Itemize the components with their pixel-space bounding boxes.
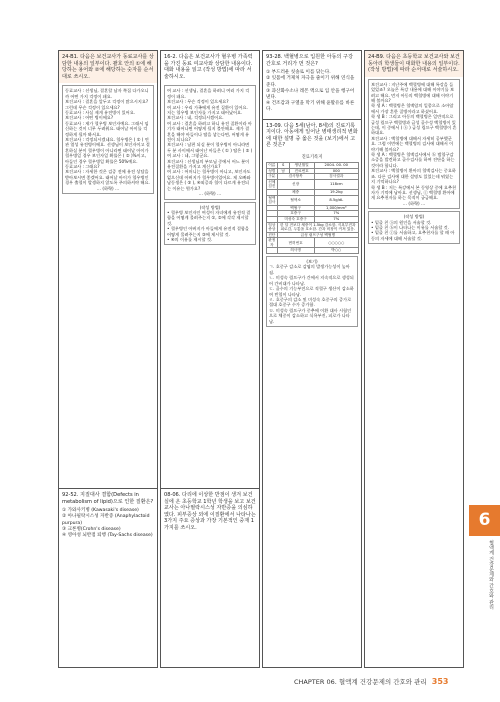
dialogue-line: … (하략) … xyxy=(198,191,222,197)
record-cell: 성별 xyxy=(268,168,276,173)
option: ④ 건조감과 구열을 막기 위해 윤활유를 바른다. xyxy=(266,101,355,113)
record-cell: 미성숙 호중구 xyxy=(277,216,314,222)
record-cell: 호중구 xyxy=(277,211,314,217)
method-item: • 밑줄 친 ⓒ를 서술하고, 요추천자를 할 때 아동의 자세에 대해 서술할 것. xyxy=(371,230,455,241)
record-cell: 19.2kg xyxy=(314,189,358,195)
record-cell: 검사항목 xyxy=(277,174,314,180)
page-number: 353 xyxy=(431,677,449,686)
question-92-52 xyxy=(59,488,157,539)
record-cell: 의사명 xyxy=(277,248,314,254)
record-cell: 판정자 xyxy=(268,238,276,247)
dialogue-line: … (하략) … xyxy=(402,200,426,206)
question-title: 92-52. 지질대사 결함(Defects in metabolism of lipid)으로 인한 질환은? xyxy=(62,492,154,505)
dialogue-line: 학 생 A : 백혈병은 혈액암의 일종으로 소아암에서 가장 흔한 질병이라고 하셨어요. xyxy=(371,103,454,114)
record-cell: 000 xyxy=(314,168,358,174)
record-cell: 진료번호 xyxy=(289,168,314,174)
question-title: 08-06. 다리에 이상한 반점이 생겨 보건실에 온 초등학교 1학년 학생을 보고 보건교사는 아나필락시스성 자반증을 의심하였다. 피부증상 외에 이질환에서 나타나는 3가지 주요 증상과 가장 기본적인 중재 1가지를 쓰시오. xyxy=(164,492,256,531)
record-title: 진료기록지 xyxy=(301,154,323,160)
dialogue-box xyxy=(368,79,460,209)
record-row xyxy=(267,248,359,254)
question-93-28-title: 93-28. 백혈병으로 입원한 아동의 구강 간호로 거리가 먼 것은? xyxy=(266,54,353,67)
method-title: (작성 방법) xyxy=(403,214,425,220)
bogi-item: ㄱ. 호중구 감소로 감염의 발생가능성이 높아짐. xyxy=(269,264,350,275)
record-cell xyxy=(267,248,278,254)
dialogue-line: 여 교사 : 어머니는 혈우병이 아니고, 보인자도 없으신데 아버지가 혈우병이었어요. 제 오빠와 남동생은 ( ③ ), ④외증과 혈이 다르게 유전되는 이유는 뭔가요? xyxy=(167,169,251,191)
record-cell: 118cm xyxy=(314,179,358,189)
bogi-item: ㅁ. 미성숙 림프구가 중추에 이환 대사 시험인으로 체중이 감소하고 식욕부진, 피로가 나타남. xyxy=(269,307,352,324)
dialogue-line: 보건교사 : 백혈병이 환아의 혈액검사는 중요하죠. 다른 검사에 대한 설명도 있었는데 뭐였는지 기억하나요? xyxy=(371,168,456,185)
record-cell: 진단 xyxy=(268,232,276,237)
dialogue-box xyxy=(62,85,154,194)
record-cell: 백혈구 xyxy=(277,205,314,211)
record-cell: 생년월일 xyxy=(289,162,314,168)
bogi-item: ㄹ. 호중구의 감소 및 미성숙 호중구의 증가로 절대 호중구 수가 증가함. xyxy=(269,296,352,308)
record-cell: 2004. 00. 00 xyxy=(314,162,358,168)
chapter-side-label: 혈액계 건강문제와 간호와 관리 xyxy=(488,540,494,610)
footer-chapter-title: CHAPTER 06. 혈액계 건강문제의 간호와 관리 xyxy=(294,678,427,686)
record-cell: 검사결과 xyxy=(314,174,358,180)
bogi-title: (보기) xyxy=(306,259,318,265)
bogi-item: ㄷ. 골수의 기능부전으로 적혈구 생산이 감소하여 빈혈이 나타남. xyxy=(269,286,354,297)
method-item: • 밑줄 친 ⓐ의 원인을 서술할 것. xyxy=(371,219,432,225)
question-sheet xyxy=(58,50,465,668)
dialogue-line: 보건교사 : 무슨 걱정이 있으세요? xyxy=(167,99,229,105)
option: ① 부드러운 칫솔로 이를 닦는다. xyxy=(266,70,331,76)
dialogue-line: 보건교사 : 어떤 병이에요? xyxy=(65,115,114,121)
option: ③ 크론병(Crohn's disease) xyxy=(62,526,121,532)
dialogue-line: 학 생 A : 백혈병은 혈액검사에서 ⓑ 범혈구감소증을 발견하고 골수검사를 하여 진단을 하는 것이라 합니다. xyxy=(371,152,455,168)
record-cell: 박○○ xyxy=(314,248,358,254)
record-cell: 구분 xyxy=(268,174,276,179)
dialogue-line: 보건교사 : 백혈병에 대해서 자세히 공부했군요. 그럼 이번에는 백혈병의 검사에 대해서 이야기해 볼까요? xyxy=(371,135,454,152)
question-24-b1 xyxy=(59,51,157,83)
dialogue-line: … (하략) … xyxy=(96,185,120,191)
dialogue-line: 동료교사 : 사실 제게 유전병이 있어요. xyxy=(65,110,136,115)
record-cell: 8.5g/dL xyxy=(314,195,358,205)
record-row xyxy=(267,238,359,248)
record-row xyxy=(267,179,359,189)
medical-record-table xyxy=(266,162,359,254)
page-footer xyxy=(294,677,448,686)
dialogue-line: 동료교사 : 그래요? xyxy=(65,164,100,170)
record-cell: 7% xyxy=(314,216,358,222)
dialogue-box xyxy=(164,85,256,199)
question-title: 13-09. 다음 5세(남아, 8세)의 진료기록지이다. 아동에게 일어난 병태생리적 변화에 대한 설명 중 옳은 것을 (보기)에서 고른 것은? xyxy=(266,122,358,149)
dialogue-line: 보건교사 : 걱정되시겠네요. 혈우병은 ( ① ) 연관 열성 유전병이에요. 선생님이 보인자이고 결혼하실 분이 혈우병이 아니라면 태어날 아이가 혈우병일 경우 보인자일 확률은 ( ② )%이고, 아들인 경우 혈우병일 확률은 50%예요. xyxy=(65,137,150,164)
dialogue-line: 학 생 B : 그리고 아동의 백혈병은 일반적으로 급성 림프구 백혈병과 급성 골수성 백혈병이 있는데, 이 중에서 ( ⓐ ) 급성 림프구 백혈병이 흔하대요. xyxy=(371,114,457,136)
record-cell: 혈액검사 xyxy=(268,195,276,205)
dialogue-line: 여 교사 : 선생님, 결혼을 하려니 여러 가지 걱정이 돼요. xyxy=(167,88,250,99)
dialogue-line: 동료교사 : 선생님, 결혼할 남자 쪽집 다가오니까 어떤 가지 걱정이 돼요. xyxy=(65,88,149,99)
question-08-06 xyxy=(161,488,259,535)
bogi-box xyxy=(266,256,358,327)
record-cell: 신장 xyxy=(277,179,314,189)
column-3 xyxy=(262,50,362,668)
column-2 xyxy=(160,50,260,668)
record-cell: 체중 xyxy=(277,189,314,195)
method-title: (작성 방법) xyxy=(199,204,221,210)
method-item: • 혈우병 보인자인 여성이 자녀에게 유전적 결함을 어떻게 물려주는지 ①, ②에 각각 제시할 것. xyxy=(167,209,251,226)
option: ② 잇몸에 거제처 자극을 줄이기 위해 연식을 준다. xyxy=(266,76,355,88)
option: ② 아나필락시스성 자반증 (Anaphylactoid purpura) xyxy=(62,514,150,526)
record-cell: 이름 xyxy=(268,162,276,167)
record-cell: 임상증상 xyxy=(268,222,276,232)
column-4 xyxy=(364,50,464,668)
record-cell: 면허번호 xyxy=(277,238,314,248)
method-item: • 혈우병인 아버지가 아들에게 유전적 결함을 어떻게 물려주는지 ③에 제시할 것. xyxy=(167,226,249,237)
question-16-2-title: 16-2. 다음은 보건교사가 혈우병 가족력을 가진 동료 여교사와 상담한 내용이다. 대화 내용을 읽고 (작성 방법)에 따라 서술하시오. xyxy=(164,54,253,80)
option: ③ 과산화수소나 레몬 액으로 입 안을 헹구어 낸다. xyxy=(266,88,355,100)
method-item: • 밑줄 친 ⓑ이 나타나는 이유를 서술할 것. xyxy=(371,224,449,230)
method-item: • ④의 이유를 제시할 것. xyxy=(167,236,213,242)
dialogue-line: 여 교사 : 네, 그렇군요. xyxy=(167,153,209,159)
dialogue-line: 보건교사 : 결혼을 앞두고 걱정이 많으시지요? 그런데 무슨 걱정이 있으세요? xyxy=(65,99,149,110)
record-row xyxy=(267,195,359,205)
bogi-item: ㄴ. 미성숙 림프구가 간에서 지속적으로 생성되어 간비대가 나타남. xyxy=(269,275,354,286)
record-cell: 신체검진 xyxy=(268,179,276,189)
record-cell: ○○○○○ xyxy=(314,238,358,248)
question-13-09 xyxy=(263,119,361,327)
dialogue-line: 동료교사 : 제가 혈우병 보인자예요. 그래서 임신하는 것이 너무 두려워요. 태어날 아이를 걱정하게 될까 봐서요. xyxy=(65,120,149,137)
record-row xyxy=(267,222,359,232)
option: ④ 영아성 뇌반점 퇴행 (Tay-Sachs disease) xyxy=(62,533,153,538)
method-box xyxy=(368,211,460,244)
question-title: 24-B9. 다음은 초등학교 보건교사와 보건 동아리 학생들이 대화한 내용의 일부이다. (작성 방법)에 따라 순서대로 서술하시오. xyxy=(368,54,460,74)
dialogue-line: 보건교사 : 지난주에 백혈병에 대해 특강을 들었었죠? 오늘은 특강 내용에 대해 이야기를 보려고 해요. 먼저 아동의 백혈병에 대해 이야기해 볼까요? xyxy=(371,81,455,103)
record-cell: 7% xyxy=(314,211,358,217)
dialogue-line: 보건교사 : 자세한 것은 검증 전에 유전 상담을 받아보시면 좋겠어요. 태어날 아이가 혈우병인 경우 출혈이 발생하지 않도록 주의하셔야 해요. xyxy=(65,169,150,186)
record-cell: 1,000/mm³ xyxy=(314,205,358,211)
dialogue-line: 보건교사 : 선생님의 부모님 중에서 어느 분이 유전질환을 가지고 계신가요? xyxy=(167,158,250,170)
record-cell: 한 달 전보다 체중이 1.5kg 감소함. 식욕부진과 피로감, 두통을 호소함. 간과 비장이 커져 있음. xyxy=(277,222,358,232)
dialogue-line: 여 교사 : 우리 가족에게 유전 질환이 있어요. 저는 혈우병 보인자를 가지고 태어났어요. xyxy=(167,104,248,115)
chapter-tab: 6 xyxy=(469,505,500,536)
dialogue-line: 학 생 B : 저는 특강에서 본 동영상 중에 요추천자가 기억에 남아요. 선생님, ⓒ 백혈병 환아에게 요추천자를 하는 목적이 궁금해요. xyxy=(371,184,457,201)
method-box xyxy=(164,202,256,246)
dialogue-line: 보건교사 : 네, 걱정되시겠어요. xyxy=(167,115,224,121)
record-cell: 혈색소 xyxy=(277,195,314,205)
question-title: 24-B1. 다음은 보건교사가 동료교사를 상담한 내용의 일부이다. 괄호 안의 ①에 해당하는 용어와 ②에 해당하는 숫자를 순서대로 쓰시오. xyxy=(62,54,154,80)
dialogue-line: 보건교사 : 남편 되실 분이 혈우병이 아니라면 두 분 사이에서 태어난 아들은 ( ① ) 딸은 ( ② ) xyxy=(167,142,253,153)
option: ① 가와사키병 (Kawasaki's disease) xyxy=(62,508,139,514)
dialogue-line: 여 교사 : 결혼을 하려고 하니 유전 질환이라 아기가 태어나면 어떻게 될지 불안해요. 제가 결혼을 해야 아들이나 딸을 낳는다면, 어떻게 유전이 되나요? xyxy=(167,120,252,143)
question-24-b9 xyxy=(365,51,463,77)
column-1 xyxy=(58,50,158,668)
record-cell: 급성 림프구성 백혈병 xyxy=(277,232,358,238)
record-cell: S xyxy=(277,162,289,168)
record-cell: 남 xyxy=(277,168,289,174)
